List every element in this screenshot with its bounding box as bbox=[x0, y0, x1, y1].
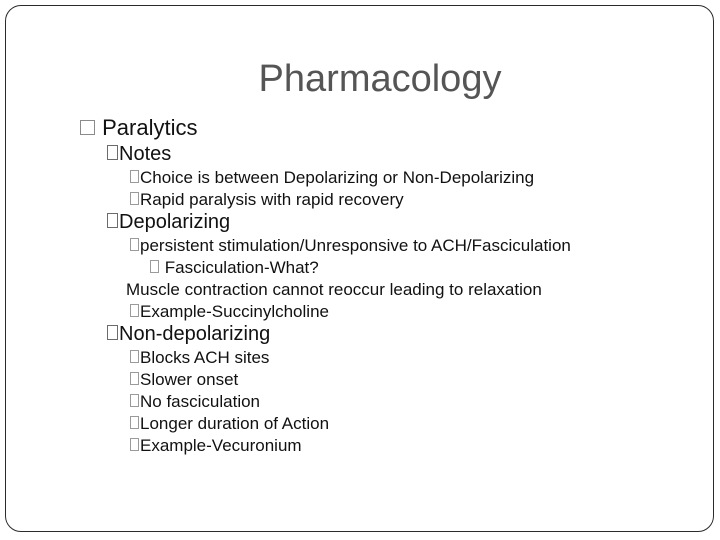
square-bullet-icon bbox=[80, 120, 95, 135]
bullet-blocks-ach bbox=[130, 348, 269, 368]
bullet-paralytics bbox=[80, 115, 197, 141]
bullet-non-depolarizing bbox=[107, 323, 270, 346]
bullet-text: Non-depolarizing bbox=[119, 323, 271, 345]
bullet-succinylcholine bbox=[130, 302, 329, 322]
bullet-slower-onset bbox=[130, 370, 238, 390]
square-bullet-icon bbox=[107, 213, 118, 228]
square-bullet-icon bbox=[130, 170, 139, 183]
square-bullet-icon bbox=[130, 416, 139, 429]
square-bullet-icon bbox=[107, 145, 118, 160]
bullet-text: Fasciculation-What? bbox=[164, 258, 319, 277]
bullet-text: Muscle contraction cannot reoccur leading to relaxation bbox=[126, 280, 542, 299]
slide-title: Pharmacology bbox=[258, 58, 502, 100]
bullet-text: Choice is between Depolarizing or Non-Depolarizing bbox=[140, 168, 535, 187]
bullet-fasciculation-what bbox=[150, 258, 319, 278]
square-bullet-icon bbox=[130, 394, 139, 407]
square-bullet-icon bbox=[107, 325, 118, 340]
bullet-text: Depolarizing bbox=[119, 211, 231, 233]
square-bullet-icon bbox=[130, 304, 139, 317]
square-bullet-icon bbox=[150, 260, 159, 273]
bullet-text: Notes bbox=[119, 143, 172, 165]
bullet-text: Slower onset bbox=[140, 370, 239, 389]
bullet-text: Example-Vecuronium bbox=[140, 436, 302, 455]
bullet-choice bbox=[130, 168, 534, 188]
text-muscle-contraction bbox=[126, 280, 542, 300]
bullet-text: Paralytics bbox=[102, 115, 198, 140]
bullet-text: persistent stimulation/Unresponsive to ACH/Fasciculation bbox=[140, 236, 571, 255]
bullet-persistent bbox=[130, 236, 571, 256]
bullet-rapid bbox=[130, 190, 404, 210]
bullet-depolarizing bbox=[107, 211, 230, 234]
bullet-longer-duration bbox=[130, 414, 329, 434]
square-bullet-icon bbox=[130, 192, 139, 205]
square-bullet-icon bbox=[130, 350, 139, 363]
bullet-text: No fasciculation bbox=[140, 392, 261, 411]
square-bullet-icon bbox=[130, 438, 139, 451]
bullet-vecuronium bbox=[130, 436, 302, 456]
bullet-text: Example-Succinylcholine bbox=[140, 302, 329, 321]
square-bullet-icon bbox=[130, 372, 139, 385]
bullet-text: Rapid paralysis with rapid recovery bbox=[140, 190, 404, 209]
bullet-text: Longer duration of Action bbox=[140, 414, 330, 433]
square-bullet-icon bbox=[130, 238, 139, 251]
bullet-text: Blocks ACH sites bbox=[140, 348, 270, 367]
bullet-notes bbox=[107, 143, 171, 166]
bullet-no-fasciculation bbox=[130, 392, 260, 412]
